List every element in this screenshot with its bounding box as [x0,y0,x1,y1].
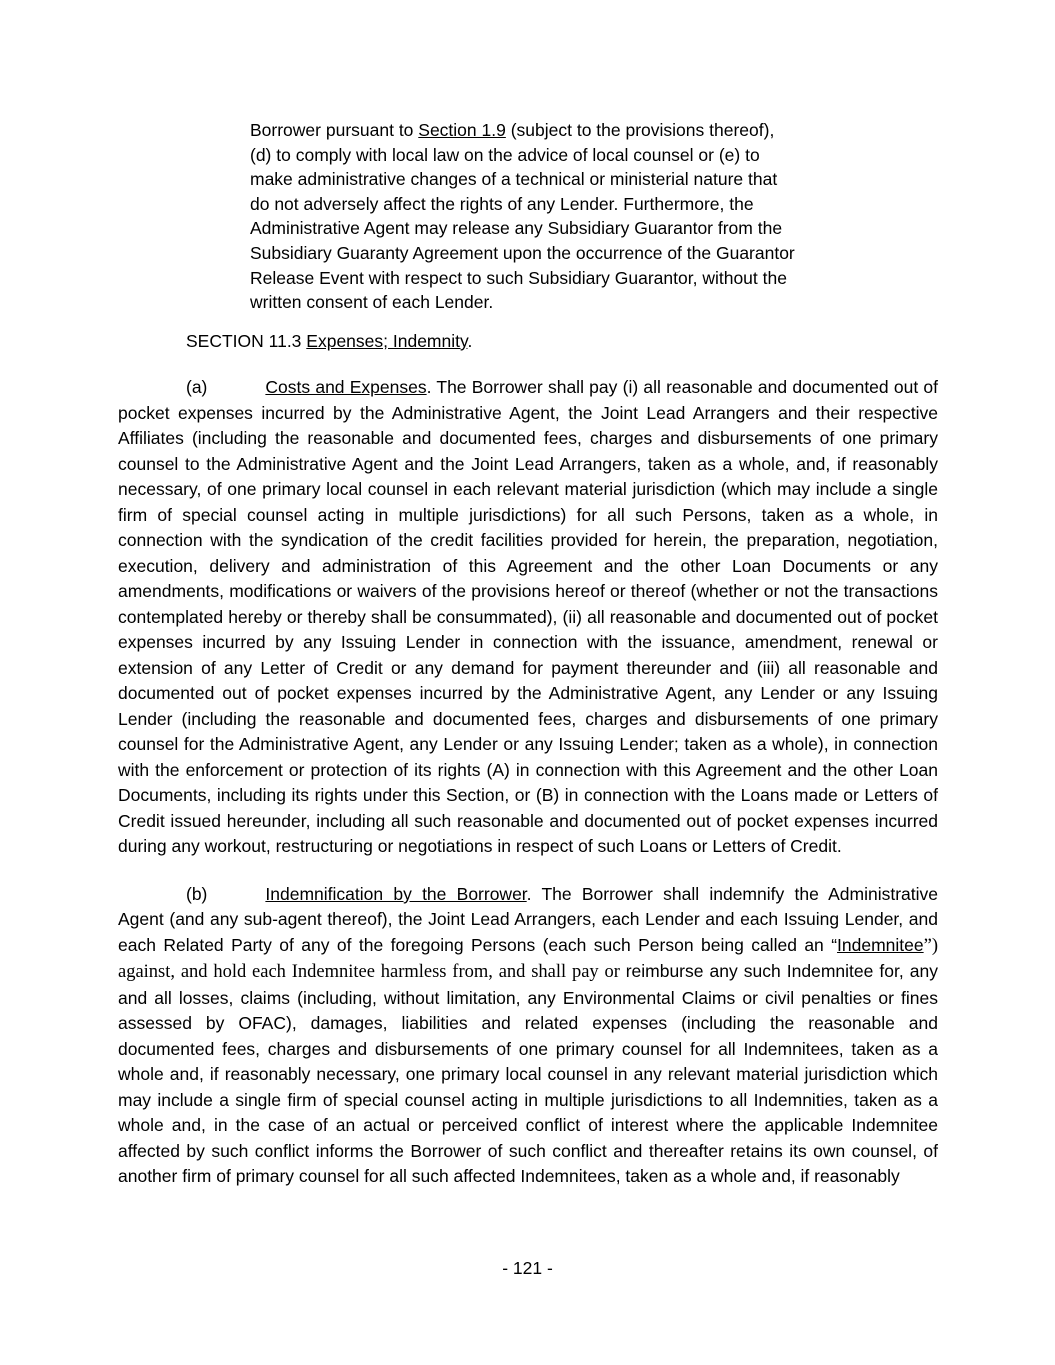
subsection-b-body-part1: . The Borrower shall indemnify the Administrative Agent (and any sub-agent thereof), the Joint Lead Arrangers, each Lender and each Issuing Lender, and each Related Party of any of the foregoing Persons (each such Person being called an “ [118,883,938,955]
continued-paragraph-text-after: (subject to the provisions thereof), (d) to comply with local law on the advice of local counsel or (e) to make administrative changes of a technical or ministerial nature that do not adversely affect the rights of any Lender. Furthermore, the Administrative Agent may release any Subsidiary Guarantor from the Subsidiary Guaranty Agreement upon the occurrence of the Guarantor Release Event with respect to such Subsidiary Guarantor, without the written consent of each Lender. [250,120,795,313]
subsection-a-heading: Costs and Expenses [265,377,427,398]
subsection-b-body-part3: reimburse any such Indemnitee for, any and all losses, claims (including, without limitation, any Environmental Claims or civil penalties or fines assessed by OFAC), damages, liabilities and related expenses (including the reasonable and documented fees, charges and disbursements of one primary counsel for all Indemnitees, taken as a whole and, if reasonably necessary, one primary local counsel in any relevant material jurisdiction which may include a single firm of special counsel acting in multiple jurisdictions to all Indemnities, taken as a whole and, in the case of an actual or perceived conflict of interest where the applicable Indemnitee affected by such conflict informs the Borrower of such conflict and thereafter retains its own counsel, of another firm of primary counsel for all such affected Indemnitees, taken as a whole and, if reasonably [118,961,938,1187]
section-heading-title: Expenses; Indemnity [306,330,468,351]
section-1-9-link[interactable]: Section 1.9 [418,120,506,140]
page-content [118,118,938,1190]
subsection-a-body: . The Borrower shall pay (i) all reasonable and documented out of pocket expenses incurred by the Administrative Agent, the Joint Lead Arrangers and their respective Affiliates (including the reasonable and documented fees, charges and disbursements of one primary counsel to the Administrative Agent and the Joint Lead Arrangers, taken as a whole, and, if reasonably necessary, of one primary local counsel in each relevant material jurisdiction (which may include a single firm of special counsel acting in multiple jurisdictions) for all such Persons, taken as a whole, in connection with the syndication of the credit facilities provided for herein, the preparation, negotiation, execution, delivery and administration of this Agreement and the other Loan Documents or any amendments, modifications or waivers of the provisions hereof or thereof (whether or not the transactions contemplated hereby or thereby shall be consummated), (ii) all reasonable and documented out of pocket expenses incurred by any Issuing Lender in connection with the issuance, amendment, renewal or extension of any Letter of Credit or any demand for payment thereunder and (iii) all reasonable and documented out of pocket expenses incurred by the Administrative Agent, any Lender or any Issuing Lender (including the reasonable and documented fees, charges and disbursements of one primary counsel for the Administrative Agent, any Lender or any Issuing Lender; taken as a whole), in connection with the enforcement or protection of its rights (A) in connection with this Agreement and the other Loan Documents, including its rights under this Section, or (B) in connection with the Loans made or Letters of Credit issued hereunder, including all such reasonable and documented out of pocket expenses incurred during any workout, restructuring or negotiations in respect of such Loans or Letters of Credit. [118,377,939,857]
subsection-b-body-part2: ”) against, and hold each Indemnitee harmless from, and shall pay or [118,935,938,983]
indemnitee-defined-term: Indemnitee [837,934,924,955]
subsection-a [118,375,938,860]
section-heading-trailing: . [467,330,473,351]
subsection-b-heading: Indemnification by the Borrower [265,883,527,904]
subsection-b-label: (b) [186,883,208,904]
section-heading-number: SECTION 11.3 [186,330,302,351]
continued-paragraph-text-before: Borrower pursuant to [250,120,419,140]
subsection-b [118,882,938,1190]
subsection-a-label: (a) [186,377,208,398]
section-heading [186,329,938,354]
continued-paragraph [250,118,798,315]
page-number: - 121 - [502,1258,553,1278]
